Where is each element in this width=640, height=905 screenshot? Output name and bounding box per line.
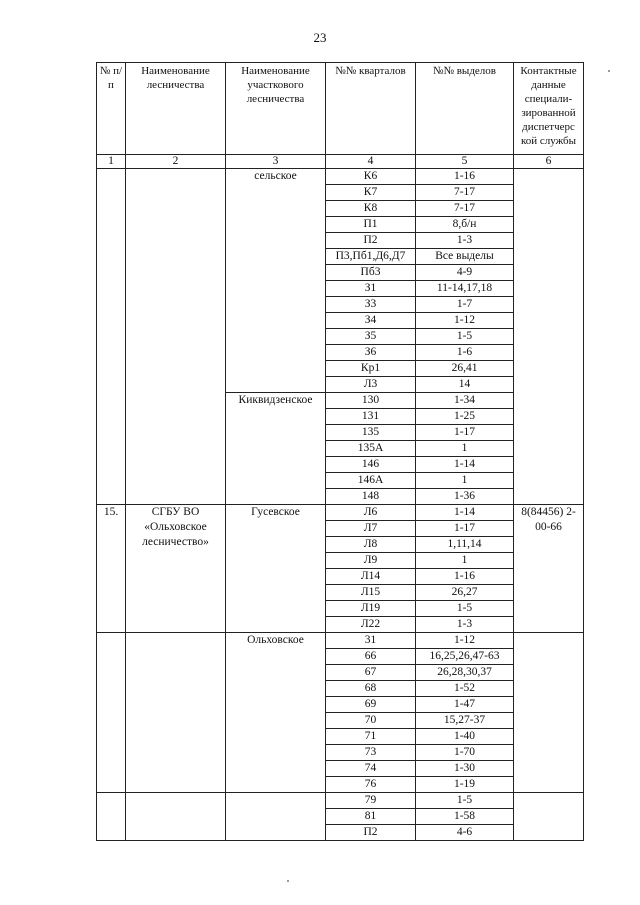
allotment-cell: 1-16 [416, 569, 514, 585]
header-contacts: Контактные данные специали-зированной диспетчерс кой службы [514, 63, 584, 155]
allotment-cell: 1 [416, 553, 514, 569]
allotment-cell: 1 [416, 441, 514, 457]
allotment-cell: 1-47 [416, 697, 514, 713]
allotment-cell: 14 [416, 377, 514, 393]
quarter-cell: Л3 [326, 377, 416, 393]
quarter-cell: 135А [326, 441, 416, 457]
quarter-cell: 135 [326, 425, 416, 441]
allotment-cell: 1-3 [416, 617, 514, 633]
allotment-cell: 1-19 [416, 777, 514, 793]
forestry-cell: СГБУ ВО «Ольховское лесничество» [126, 505, 226, 633]
quarter-cell: 79 [326, 793, 416, 809]
page-number: 23 [313, 30, 327, 45]
column-number: 5 [416, 155, 514, 169]
allotment-cell: 7-17 [416, 201, 514, 217]
district-cell: Ольховское [226, 633, 326, 793]
district-cell: сельское [226, 169, 326, 393]
scan-speck [608, 70, 610, 72]
allotment-cell: 1-14 [416, 457, 514, 473]
allotment-cell: 1-34 [416, 393, 514, 409]
allotment-cell: 1-30 [416, 761, 514, 777]
quarter-cell: П3,Пб1,Д6,Д7 [326, 249, 416, 265]
allotment-cell: 1-70 [416, 745, 514, 761]
allotment-cell: 11-14,17,18 [416, 281, 514, 297]
header-district-forestry: Наименование участкового лесничества [226, 63, 326, 155]
allotment-cell: 26,41 [416, 361, 514, 377]
allotment-cell: 26,28,30,37 [416, 665, 514, 681]
quarter-cell: 148 [326, 489, 416, 505]
quarter-cell: 68 [326, 681, 416, 697]
quarter-cell: 74 [326, 761, 416, 777]
quarter-cell: Л6 [326, 505, 416, 521]
allotment-cell: 1-12 [416, 633, 514, 649]
quarter-cell: Л8 [326, 537, 416, 553]
allotment-cell: 1-17 [416, 521, 514, 537]
column-numbers-row [97, 155, 584, 169]
allotment-cell: Все выделы [416, 249, 514, 265]
scan-speck [287, 880, 289, 882]
quarter-cell: 130 [326, 393, 416, 409]
quarter-cell: П2 [326, 825, 416, 841]
quarter-cell: П2 [326, 233, 416, 249]
quarter-cell: К6 [326, 169, 416, 185]
contacts-cell [514, 169, 584, 505]
quarter-cell: Пб3 [326, 265, 416, 281]
num-cell: 15. [97, 505, 126, 633]
column-number: 1 [97, 155, 126, 169]
allotment-cell: 1-36 [416, 489, 514, 505]
allotment-cell: 1-12 [416, 313, 514, 329]
column-number: 2 [126, 155, 226, 169]
quarter-cell: 146 [326, 457, 416, 473]
quarter-cell: Кр1 [326, 361, 416, 377]
column-number: 3 [226, 155, 326, 169]
quarter-cell: Л19 [326, 601, 416, 617]
allotment-cell: 1-6 [416, 345, 514, 361]
header-num: № п/п [97, 63, 126, 155]
num-cell [97, 633, 126, 793]
allotment-cell: 7-17 [416, 185, 514, 201]
forestry-cell [126, 169, 226, 505]
allotment-cell: 1-25 [416, 409, 514, 425]
num-cell [97, 169, 126, 505]
quarter-cell: 31 [326, 633, 416, 649]
quarter-cell: Л7 [326, 521, 416, 537]
header-quarters: №№ кварталов [326, 63, 416, 155]
district-cell: Киквидзенское [226, 393, 326, 505]
quarter-cell: Л22 [326, 617, 416, 633]
quarter-cell: З6 [326, 345, 416, 361]
allotment-cell: 4-6 [416, 825, 514, 841]
quarter-cell: 73 [326, 745, 416, 761]
table-row [97, 633, 584, 649]
quarter-cell: 81 [326, 809, 416, 825]
allotment-cell: 26,27 [416, 585, 514, 601]
num-cell [97, 793, 126, 841]
allotment-cell: 16,25,26,47-63 [416, 649, 514, 665]
table-row [97, 169, 584, 185]
allotment-cell: 1-5 [416, 601, 514, 617]
quarter-cell: 69 [326, 697, 416, 713]
column-number: 6 [514, 155, 584, 169]
forestry-cell [126, 793, 226, 841]
allotment-cell: 1-5 [416, 793, 514, 809]
table-body [97, 169, 584, 841]
allotment-cell: 1,11,14 [416, 537, 514, 553]
quarter-cell: 66 [326, 649, 416, 665]
table-row [97, 793, 584, 809]
allotment-cell: 1-17 [416, 425, 514, 441]
quarter-cell: К7 [326, 185, 416, 201]
quarter-cell: З1 [326, 281, 416, 297]
quarter-cell: П1 [326, 217, 416, 233]
allotment-cell: 1-52 [416, 681, 514, 697]
allotment-cell: 1 [416, 473, 514, 489]
quarter-cell: 131 [326, 409, 416, 425]
quarter-cell: Л9 [326, 553, 416, 569]
allotment-cell: 1-40 [416, 729, 514, 745]
allotment-cell: 1-14 [416, 505, 514, 521]
quarter-cell: 70 [326, 713, 416, 729]
quarter-cell: 71 [326, 729, 416, 745]
quarter-cell: К8 [326, 201, 416, 217]
quarter-cell: 67 [326, 665, 416, 681]
allotment-cell: 1-16 [416, 169, 514, 185]
header-row [97, 63, 584, 155]
forestry-cell [126, 633, 226, 793]
quarter-cell: З4 [326, 313, 416, 329]
column-number: 4 [326, 155, 416, 169]
district-cell [226, 793, 326, 841]
quarter-cell: З5 [326, 329, 416, 345]
quarter-cell: Л14 [326, 569, 416, 585]
table-row [97, 505, 584, 521]
allotment-cell: 15,27-37 [416, 713, 514, 729]
forestry-table [96, 62, 584, 841]
allotment-cell: 1-3 [416, 233, 514, 249]
quarter-cell: Л15 [326, 585, 416, 601]
allotment-cell: 4-9 [416, 265, 514, 281]
header-forestry: Наименование лесничества [126, 63, 226, 155]
quarter-cell: 146А [326, 473, 416, 489]
district-cell: Гусевское [226, 505, 326, 633]
quarter-cell: З3 [326, 297, 416, 313]
allotment-cell: 1-58 [416, 809, 514, 825]
contacts-cell: 8(84456) 2-00-66 [514, 505, 584, 633]
contacts-cell [514, 633, 584, 793]
quarter-cell: 76 [326, 777, 416, 793]
allotment-cell: 1-7 [416, 297, 514, 313]
allotment-cell: 8,б/н [416, 217, 514, 233]
allotment-cell: 1-5 [416, 329, 514, 345]
contacts-cell [514, 793, 584, 841]
header-allotments: №№ выделов [416, 63, 514, 155]
